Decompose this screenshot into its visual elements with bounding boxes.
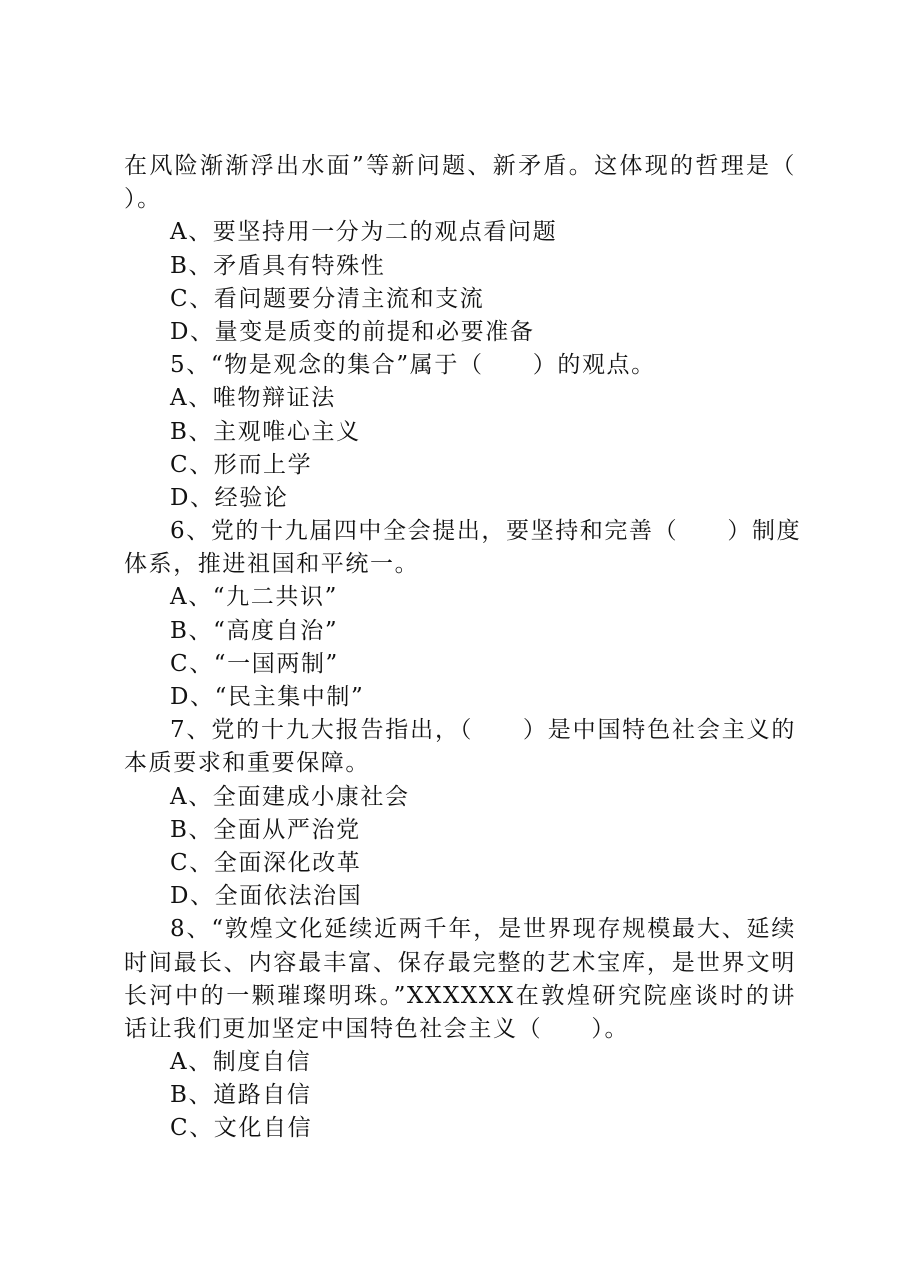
option-line: A、唯物辩证法 bbox=[170, 385, 336, 412]
option-line: D、全面依法治国 bbox=[170, 883, 363, 910]
option-line: B、“高度自治” bbox=[170, 617, 339, 644]
option-line: A、要坚持用一分为二的观点看问题 bbox=[170, 219, 558, 246]
option-line: A、制度自信 bbox=[170, 1049, 312, 1076]
option-line: C、全面深化改革 bbox=[170, 849, 362, 876]
option-line: D、经验论 bbox=[170, 484, 289, 511]
question-line: 时间最长、内容最丰富、保存最完整的艺术宝库，是世界文明 bbox=[124, 949, 796, 976]
question-line: 话让我们更加坚定中国特色社会主义（ ）。 bbox=[124, 1015, 630, 1042]
text-line: ）。 bbox=[124, 186, 162, 213]
option-line: B、矛盾具有特殊性 bbox=[170, 252, 386, 279]
question-line: 5、“物是观念的集合”属于（ ）的观点。 bbox=[170, 352, 656, 379]
option-line: C、“一国两制” bbox=[170, 650, 339, 677]
option-line: A、全面建成小康社会 bbox=[170, 783, 410, 810]
option-line: C、看问题要分清主流和支流 bbox=[170, 285, 485, 312]
text-line: 在风险渐渐浮出水面”等新问题、新矛盾。这体现的哲理是（ bbox=[124, 153, 796, 179]
option-line: D、量变是质变的前提和必要准备 bbox=[170, 318, 535, 345]
option-line: B、道路自信 bbox=[170, 1082, 312, 1109]
question-line: 本质要求和重要保障。 bbox=[124, 750, 370, 777]
question-line: 8、“敦煌文化延续近两千年，是世界现存规模最大、延续 bbox=[170, 916, 796, 943]
question-line: 6、党的十九届四中全会提出，要坚持和完善（ ）制度 bbox=[170, 518, 802, 545]
option-line: C、形而上学 bbox=[170, 451, 313, 478]
question-line: 长河中的一颗璀璨明珠。”XXXXXX在敦煌研究院座谈时的讲 bbox=[124, 982, 796, 1009]
question-line: 7、党的十九大报告指出，（ ）是中国特色社会主义的 bbox=[170, 717, 796, 744]
option-line: C、文化自信 bbox=[170, 1115, 313, 1142]
option-line: D、“民主集中制” bbox=[170, 684, 365, 710]
question-line: 体系，推进祖国和平统一。 bbox=[124, 551, 420, 578]
document-body bbox=[124, 150, 802, 1146]
option-line: B、全面从严治党 bbox=[170, 816, 361, 843]
option-line: B、主观唯心主义 bbox=[170, 418, 361, 445]
option-line: A、“九二共识” bbox=[170, 584, 338, 611]
